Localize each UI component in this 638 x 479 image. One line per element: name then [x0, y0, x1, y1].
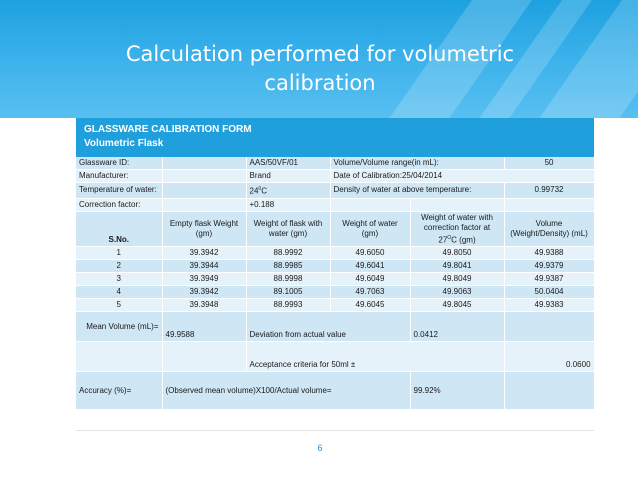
table-row	[76, 170, 594, 183]
table-row	[76, 312, 594, 342]
table-row	[76, 342, 594, 372]
accuracy-label: Accuracy (%)=	[76, 372, 162, 410]
table-row: 5 39.3948 88.9993 49.6045 49.8045 49.9383	[76, 299, 594, 312]
form-title: GLASSWARE CALIBRATION FORM	[84, 124, 252, 135]
form-subtitle: Volumetric Flask	[84, 138, 164, 149]
page-number: 6	[317, 443, 323, 453]
table-header-row	[76, 211, 594, 247]
density-value: 0.99732	[504, 183, 594, 199]
mean-volume-label: Mean Volume (mL)=	[76, 312, 162, 342]
accuracy-value: 99.92%	[410, 372, 504, 410]
slide-title-line2: calibration	[264, 71, 376, 95]
table-row: 3 39.3949 88.9998 49.6049 49.8049 49.9387	[76, 273, 594, 286]
volume-range-value: 50	[504, 157, 594, 170]
manufacturer-value: Brand	[246, 170, 330, 183]
header-flask-with-water: Weight of flask with water (gm)	[246, 211, 330, 247]
header-corrected-weight: Weight of water with correction factor at $27^OC$ (gm)	[410, 211, 504, 247]
acceptance-value: 0.0600	[504, 342, 594, 372]
table-row: 2 39.3944 88.9985 49.6041 49.8041 49.9379	[76, 260, 594, 273]
correction-value: +0.188	[246, 198, 330, 211]
table-row	[76, 198, 594, 211]
header-volume: Volume (Weight/Density) (mL)	[504, 211, 594, 247]
calibration-date: Date of Calibration:25/04/2014	[330, 170, 594, 183]
deviation-value: 0.0412	[410, 312, 504, 342]
table-row	[76, 372, 594, 410]
table-row: 1 39.3942 88.9992 49.6050 49.8050 49.9388	[76, 247, 594, 260]
calibration-table	[76, 157, 595, 410]
header-sno: S.No.	[76, 211, 162, 247]
density-label: Density of water at above temperature:	[330, 183, 504, 199]
volume-range-label: Volume/Volume range(in mL):	[330, 157, 504, 170]
temperature-value: $24^0C$	[246, 183, 330, 199]
slide-title	[60, 40, 580, 98]
table-row: 4 39.3942 89.1005 49.7063 49.9063 50.0404	[76, 286, 594, 299]
header-empty-flask: Empty flask Weight (gm)	[162, 211, 246, 247]
acceptance-label: Acceptance criteria for 50ml ±	[246, 342, 504, 372]
temperature-label: Temperature of water:	[76, 183, 162, 199]
table-row	[76, 183, 594, 199]
manufacturer-label: Manufacturer:	[76, 170, 162, 183]
glassware-id-value: AAS/50VF/01	[246, 157, 330, 170]
correction-label: Correction factor:	[76, 198, 162, 211]
slide-title-line1: Calculation performed for volumetric	[125, 42, 515, 66]
header-water-weight: Weight of water (gm)	[330, 211, 410, 247]
deviation-label: Deviation from actual value	[246, 312, 410, 342]
mean-volume-value: 49.9588	[162, 312, 246, 342]
footer-divider	[76, 430, 594, 431]
accuracy-formula: (Observed mean volume)X100/Actual volume=	[162, 372, 410, 410]
glassware-id-label: Glassware ID:	[76, 157, 162, 170]
table-row	[76, 157, 594, 170]
